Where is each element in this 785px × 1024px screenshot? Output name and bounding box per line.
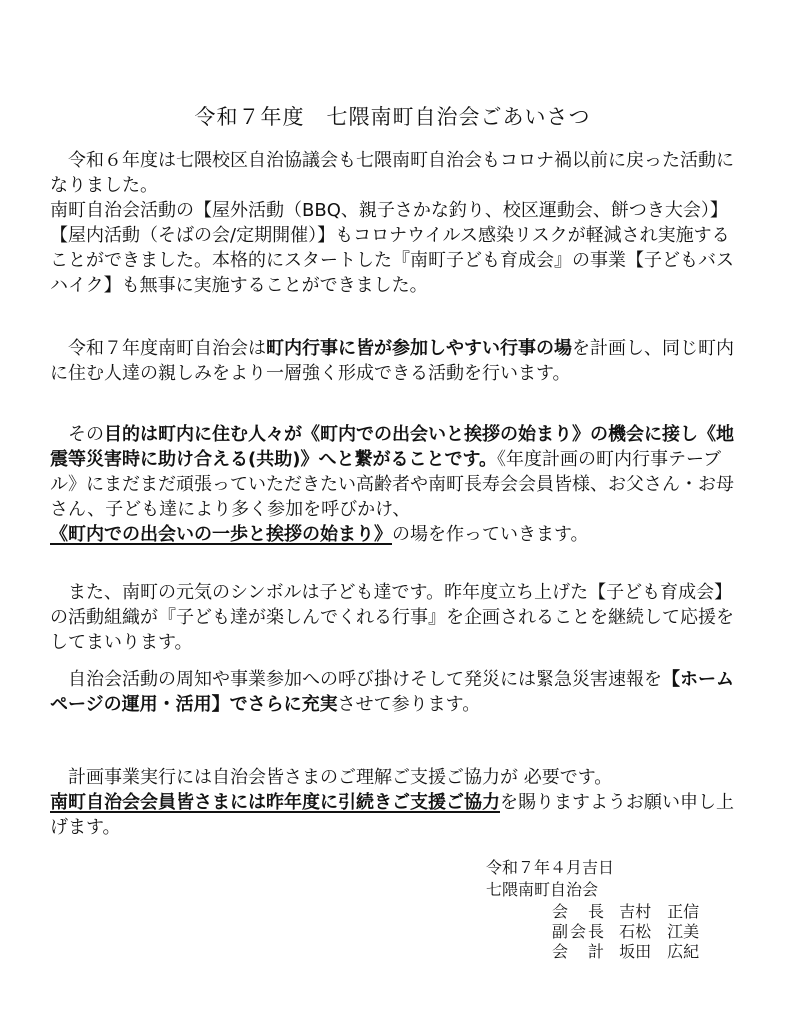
paragraph-activities-review bbox=[50, 148, 740, 298]
officer-name: 吉村 正信 bbox=[619, 902, 700, 921]
paragraph-children bbox=[50, 580, 740, 655]
officer-name: 坂田 広紀 bbox=[619, 942, 700, 961]
paragraph-text: 令和７年度南町自治会は bbox=[50, 338, 266, 359]
officer-role: 副会長 bbox=[552, 922, 607, 941]
paragraph-purpose bbox=[50, 422, 740, 547]
page-title: 令和７年度 七隈南町自治会ごあいさつ bbox=[194, 105, 591, 129]
letter-date: 令和７年４月吉日 bbox=[486, 858, 615, 877]
emphasis-text: 目的は町内に住む人々が《町内での出会いと挨拶の始まり》の機会に接し《地震等災害時に助け合える(共助)》へと繋がることです。 bbox=[50, 424, 734, 470]
paragraph-plan bbox=[50, 336, 740, 386]
paragraph-text: 令和６年度は七隈校区自治協議会も七隈南町自治会もコロナ禍以前に戻った活動になりました。 bbox=[50, 150, 734, 196]
paragraph-text: 《年度計画の町内行事テーブル》にまだまだ頑張っていただきたい高齢者や南町長寿会会員皆様、お父さん・お母さん、子ども達により多く参加を呼びかけ、 bbox=[50, 449, 734, 520]
paragraph-text: を計画し、同じ町内に住む人達の親しみをより一層強く形成できる活動を行います。 bbox=[50, 338, 734, 384]
paragraph-text: 計画事業実行には自治会皆さまのご理解ご支援ご協力が 必要です。 bbox=[50, 767, 613, 788]
organization-name: 七隈南町自治会 bbox=[486, 880, 599, 899]
officer-row bbox=[552, 922, 699, 942]
officer-role: 会 長 bbox=[552, 902, 607, 921]
emphasis-text: 町内行事に皆が参加しやすい行事の場 bbox=[266, 338, 572, 359]
paragraph-text: 南町自治会活動の【屋外活動（BBQ、親子さかな釣り、校区運動会、餅つき大会）】【屋内活動（そばの会/定期開催）】もコロナウイルス感染リスクが軽減され実施することができました。本格的にスタートした『南町子ども育成会』の事業【子どもバスハイク】も無事に実施することができました。 bbox=[50, 200, 734, 296]
paragraph-text: その bbox=[50, 424, 104, 445]
officer-row bbox=[552, 902, 699, 922]
paragraph-text: また、南町の元気のシンボルは子ども達です。昨年度立ち上げた【子ども育成会】の活動組織が『子ども達が楽しんでくれる行事』を企画されることを継続して応援をしてまいります。 bbox=[50, 582, 734, 653]
emphasis-underlined-text: 南町自治会会員皆さまには昨年度に引続きご支援ご協力 bbox=[50, 792, 500, 813]
paragraph-homepage bbox=[50, 667, 740, 717]
paragraph-text: の場を作っていきます。 bbox=[392, 524, 589, 545]
officer-row bbox=[552, 942, 699, 962]
paragraph-text: を賜りますようお願い申し上げます。 bbox=[50, 792, 734, 838]
paragraph-text: 自治会活動の周知や事業参加への呼び掛けそして発災には緊急災害速報を bbox=[50, 669, 662, 690]
paragraph-text: させて参ります。 bbox=[337, 694, 481, 715]
officer-role: 会 計 bbox=[552, 942, 607, 961]
officer-name: 石松 江美 bbox=[619, 922, 700, 941]
paragraph-request bbox=[50, 765, 740, 840]
emphasis-underlined-text: 《町内での出会いの一歩と挨拶の始まり》 bbox=[50, 524, 392, 545]
emphasis-text: 【ホームページの運用・活用】でさらに充実 bbox=[50, 669, 734, 715]
